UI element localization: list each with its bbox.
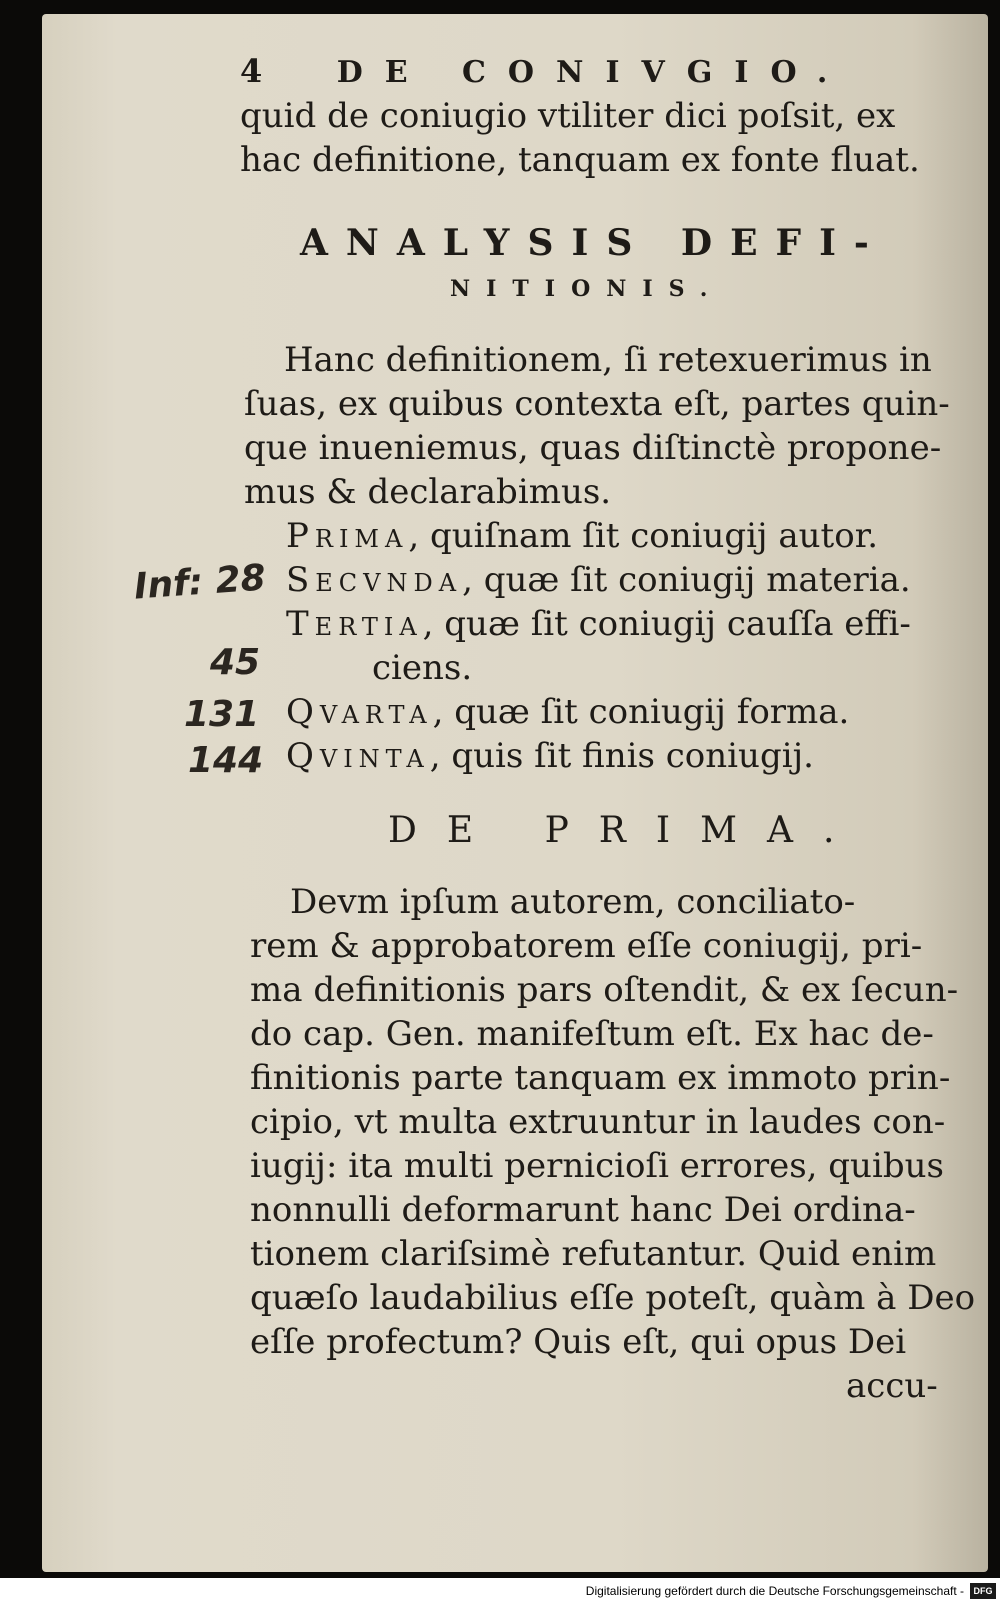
part-item bbox=[286, 734, 814, 778]
part-item bbox=[286, 602, 911, 646]
handwritten-note: 45 bbox=[210, 642, 261, 683]
analysis-line: mus & declarabimus. bbox=[244, 472, 612, 512]
body-line: do cap. Gen. manifeſtum eſt. Ex hac de- bbox=[250, 1014, 934, 1054]
intro-line: quid de coniugio vtiliter dici poſsit, ex bbox=[240, 96, 896, 136]
part-lead: Prima bbox=[286, 516, 409, 556]
handwritten-note: 144 bbox=[188, 740, 264, 781]
part-item bbox=[372, 646, 472, 690]
part-text: ciens. bbox=[372, 648, 473, 688]
body-line: rem & approbatorem eſſe coniugij, pri- bbox=[250, 926, 923, 966]
part-text: , quiſnam ſit coniugij autor. bbox=[408, 516, 879, 556]
digitization-footer bbox=[0, 1578, 1000, 1605]
body-line: quæſo laudabilius eſſe poteſt, quàm à Deo bbox=[250, 1278, 976, 1318]
body-line: iugij: ita multi pernicioſi errores, quibus bbox=[250, 1146, 944, 1186]
running-title: DE CONIVGIO. bbox=[336, 55, 850, 90]
part-lead: Tertia bbox=[286, 604, 423, 644]
part-lead: Secvnda bbox=[286, 560, 463, 600]
body-line: tionem clariſsimè refutantur. Quid enim bbox=[250, 1234, 937, 1274]
intro-line: hac definitione, tanquam ex fonte fluat. bbox=[240, 140, 920, 180]
body-line: nonnulli deformarunt hanc Dei ordina- bbox=[250, 1190, 916, 1230]
subsection-title: DE PRIMA. bbox=[388, 810, 865, 851]
body-line: cipio, vt multa extruuntur in laudes con- bbox=[250, 1102, 946, 1142]
handwritten-note: Inf: 28 bbox=[132, 557, 267, 608]
part-text: , quis ſit finis coniugij. bbox=[429, 736, 814, 776]
part-item bbox=[286, 514, 878, 558]
part-item bbox=[286, 558, 911, 602]
footer-text: Digitalisierung gefördert durch die Deutsche Forschungsgemeinschaft - bbox=[585, 1584, 964, 1598]
part-text: , quæ ſit coniugij materia. bbox=[462, 560, 911, 600]
part-lead: Qvinta bbox=[286, 736, 430, 776]
analysis-line: ſuas, ex quibus contexta eſt, partes quin- bbox=[244, 384, 950, 424]
catchword: accu- bbox=[846, 1366, 938, 1406]
section-title-line2: NITIONIS. bbox=[450, 276, 724, 302]
handwritten-note: 131 bbox=[184, 694, 260, 735]
analysis-line: Hanc definitionem, ſi retexuerimus in bbox=[284, 340, 932, 380]
body-line: finitionis parte tanquam ex immoto prin- bbox=[250, 1058, 951, 1098]
dfg-logo: DFG bbox=[970, 1583, 996, 1599]
part-lead: Qvarta bbox=[286, 692, 433, 732]
body-line: eſſe profectum? Quis eſt, qui opus Dei bbox=[250, 1322, 907, 1362]
page-number: 4 bbox=[240, 52, 265, 90]
body-line: Devm ipſum autorem, conciliato- bbox=[290, 882, 856, 922]
body-line: ma definitionis pars oſtendit, & ex ſecun- bbox=[250, 970, 959, 1010]
part-text: , quæ ſit coniugij cauſſa effi- bbox=[422, 604, 911, 644]
analysis-line: que inueniemus, quas diſtinctè propone- bbox=[244, 428, 942, 468]
part-text: , quæ ſit coniugij forma. bbox=[432, 692, 850, 732]
part-item bbox=[286, 690, 849, 734]
section-title-line1: ANALYSIS DEFI- bbox=[300, 222, 887, 264]
running-header bbox=[240, 52, 849, 90]
